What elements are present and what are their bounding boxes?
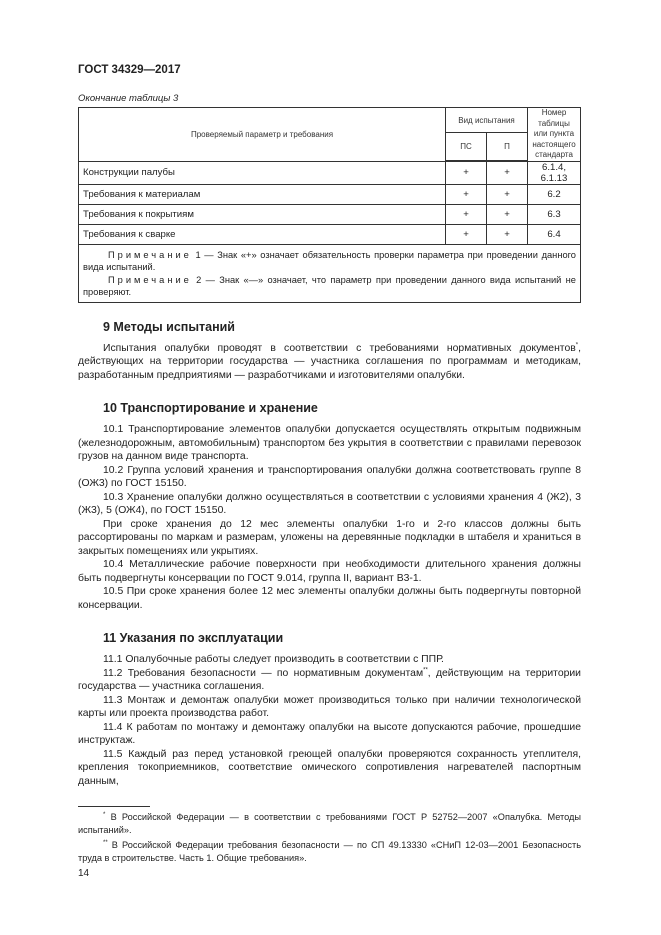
cell-ref: 6.1.4, 6.1.13: [528, 161, 581, 184]
paragraph-storage: При сроке хранения до 12 мес элементы опалубки 1-го и 2-го классов должны быть рассортированы по маркам и размерам, уложены на деревянные подкладки в штабеля и храниться в закрытых помещениях или укрытиях.: [78, 518, 581, 557]
paragraph-10-2: 10.2 Группа условий хранения и транспортирования опалубки должна соответствовать группе 8 (ОЖ3) по ГОСТ 15150.: [78, 464, 581, 489]
paragraph-11-1: 11.1 Опалубочные работы следует производить в соответствии с ППР.: [103, 654, 444, 665]
cell-p: +: [487, 224, 528, 244]
cell-ref: 6.3: [528, 204, 581, 224]
table-notes: [79, 244, 581, 302]
section-10: [78, 400, 581, 612]
paragraph-10-1: 10.1 Транспортирование элементов опалубки допускается осуществлять открытым подвижным (железнодорожным, автомобильным) транспортом без укрытия в соответствии с правилами перевозок грузов на данном виде транспорта.: [78, 424, 581, 462]
paragraph-11-2: 11.2 Требования безопасности — по нормативным документам**, действующим на территории государства — участника соглашения.: [78, 667, 581, 692]
col-header-ref: Номер таблицы или пункта настоящего стандарта: [528, 108, 581, 162]
footnotes: [78, 811, 581, 864]
cell-ref: 6.2: [528, 184, 581, 204]
cell-param: Требования к покрытиям: [79, 204, 446, 224]
section-9-body: [78, 342, 581, 383]
cell-p: +: [487, 161, 528, 184]
section-10-body: [78, 423, 581, 612]
paragraph-11-4: 11.4 К работам по монтажу и демонтажу опалубки на высоте допускаются рабочие, прошедшие инструктаж.: [78, 721, 581, 746]
note-1: [83, 249, 576, 274]
section-9-title: 9 Методы испытаний: [103, 319, 235, 334]
table-row: [79, 184, 581, 204]
paragraph-11-3: 11.3 Монтаж и демонтаж опалубки может производиться только при наличии технологической карты или проекта производства работ.: [78, 694, 581, 719]
text: Испытания опалубки проводят в соответствии с требованиями нормативных документов: [103, 342, 576, 354]
paragraph-11-5: 11.5 Каждый раз перед установкой греющей опалубки проверяются сохранность утеплителя, крепления токоприемников, соответствие омического сопротивления нагревателей паспортным данным,: [78, 748, 581, 787]
col-header-ps: ПС: [446, 133, 487, 162]
cell-ref: 6.4: [528, 224, 581, 244]
text: , действующих на территории государства — участника соглашения по программам и методикам, разработанным предприятиями — разработчиками и изготовителями опалубки.: [78, 342, 581, 381]
table-row: [79, 161, 581, 184]
cell-p: +: [487, 204, 528, 224]
paragraph-10-5: 10.5 При сроке хранения более 12 мес элементы опалубки должны быть подвергнуты повторной консервации.: [78, 586, 581, 611]
footnote-mark: **: [103, 839, 108, 846]
cell-param: Требования к сварке: [79, 224, 446, 244]
footnote-text: В Российской Федерации требования безопасности — по СП 49.13330 «СНиП 12-03—2001 Безопасность труда в строительстве. Часть 1. Общие требования».: [78, 840, 581, 863]
text: , действующим на территории государства — участника соглашения.: [78, 667, 581, 692]
section-9: [78, 319, 581, 383]
cell-ps: +: [446, 224, 487, 244]
note-text: 2 — Знак «—» означает, что параметр при проведении данного вида испытаний не проверяют.: [83, 274, 576, 297]
document-code: ГОСТ 34329—2017: [78, 64, 181, 76]
table-row: [79, 204, 581, 224]
cell-p: +: [487, 184, 528, 204]
page-number: 14: [78, 868, 90, 879]
footnote-divider: [78, 806, 150, 807]
note-2: [83, 274, 576, 299]
footnote-2: [78, 839, 581, 864]
section-10-title: 10 Транспортирование и хранение: [103, 401, 318, 415]
text: 11.2 Требования безопасности — по нормативным документам: [103, 667, 424, 679]
col-header-p: П: [487, 133, 528, 162]
footnote-text: В Российской Федерации — в соответствии с требованиями ГОСТ Р 52752—2007 «Опалубка. Методы испытаний».: [78, 812, 581, 835]
note-label: Примечание: [108, 274, 192, 285]
col-header-param: Проверяемый параметр и требования: [79, 108, 446, 162]
cell-param: Конструкции палубы: [79, 161, 446, 184]
paragraph: Испытания опалубки проводят в соответствии с требованиями нормативных документов*, действующих на территории государства — участника соглашения по программам и методикам, разработанным предприятиями — разработчиками и изготовителями опалубки.: [78, 342, 581, 381]
col-header-test-type: Вид испытания: [446, 108, 528, 133]
cell-ps: +: [446, 204, 487, 224]
section-11-title: 11 Указания по эксплуатации: [103, 631, 284, 645]
table-row: [79, 224, 581, 244]
footnote-1: [78, 811, 581, 836]
note-text: 1 — Знак «+» означает обязательность проверки параметра при проведении данного вида испытаний.: [83, 249, 576, 272]
section-11: [78, 630, 581, 788]
paragraph-10-4: 10.4 Металлические рабочие поверхности при необходимости длительного хранения должны быть подвергнуты консервации по ГОСТ 9.014, группа II, вариант В3-1.: [78, 559, 581, 584]
cell-ps: +: [446, 184, 487, 204]
cell-ps: +: [446, 161, 487, 184]
requirements-table: [78, 107, 581, 303]
paragraph-10-3: 10.3 Хранение опалубки должно осуществляться в соответствии с условиями хранения 4 (Ж2), 3 (Ж3), 5 (ОЖ4), по ГОСТ 15150.: [78, 491, 581, 516]
table-caption: Окончание таблицы 3: [78, 93, 179, 104]
section-11-body: [78, 653, 581, 788]
note-label: Примечание: [108, 249, 192, 260]
cell-param: Требования к материалам: [79, 184, 446, 204]
footnote-mark: *: [103, 811, 106, 818]
